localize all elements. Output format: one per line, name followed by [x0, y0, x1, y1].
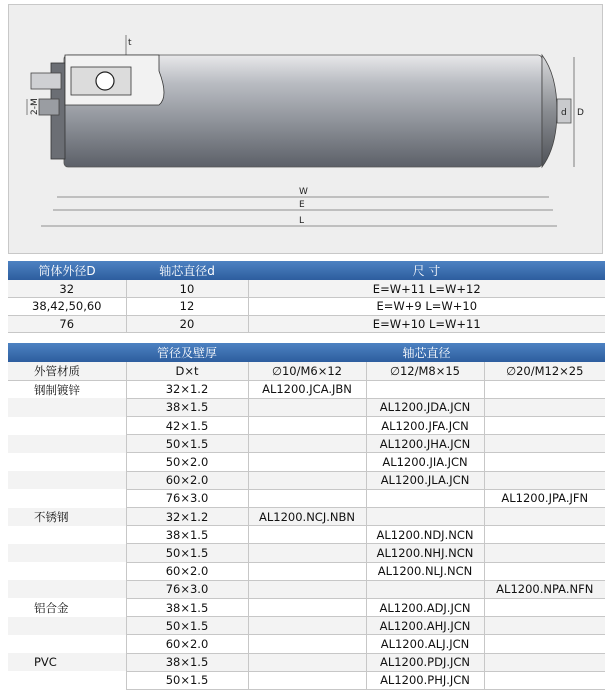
header-shaft-diameter: 轴芯直径: [248, 343, 605, 362]
cell-dt: 60×2.0: [126, 635, 248, 653]
cell-model-12: AL1200.NHJ.NCN: [366, 544, 484, 562]
table-row: [8, 635, 605, 653]
cell-model-10: [248, 471, 366, 489]
cell-model-12: AL1200.JIA.JCN: [366, 453, 484, 471]
cell-model-10: [248, 671, 366, 689]
label-W: W: [299, 187, 308, 197]
cell-size: E=W+10 L=W+11: [248, 315, 605, 333]
table-row: [8, 417, 605, 435]
header-blank: [8, 343, 126, 362]
cell-material: [8, 562, 126, 580]
cell-dt: 76×3.0: [126, 580, 248, 598]
cell-model-20: [484, 453, 605, 471]
cell-dt: 60×2.0: [126, 471, 248, 489]
cell-model-12: [366, 489, 484, 507]
cell-model-10: AL1200.JCA.JBN: [248, 380, 366, 398]
cell-model-20: [484, 635, 605, 653]
cell-dt: 38×1.5: [126, 526, 248, 544]
cell-model-20: [484, 417, 605, 435]
label-d: d: [561, 108, 567, 118]
cell-material: [8, 398, 126, 416]
cell-material: [8, 671, 126, 689]
cell-dt: 50×1.5: [126, 617, 248, 635]
cell-model-20: [484, 471, 605, 489]
table-row: [8, 280, 605, 298]
table-row: [8, 617, 605, 635]
cell-model-12: AL1200.JDA.JCN: [366, 398, 484, 416]
sub-header-10: ∅10/M6×12: [248, 362, 366, 380]
cell-dt: 60×2.0: [126, 562, 248, 580]
cell-model-20: [484, 671, 605, 689]
cell-dt: 76×3.0: [126, 489, 248, 507]
cell-material: [8, 580, 126, 598]
sub-header-20: ∅20/M12×25: [484, 362, 605, 380]
cell-model-12: AL1200.AHJ.JCN: [366, 617, 484, 635]
cell-model-12: [366, 508, 484, 526]
cell-model-12: AL1200.JHA.JCN: [366, 435, 484, 453]
cell-model-12: [366, 380, 484, 398]
cell-dt: 38×1.5: [126, 398, 248, 416]
label-L: L: [299, 216, 305, 226]
sub-header-row: [8, 362, 605, 380]
table-row: [8, 671, 605, 689]
cell-model-12: AL1200.ALJ.JCN: [366, 635, 484, 653]
cell-model-10: [248, 435, 366, 453]
cell-d: 12: [126, 298, 248, 316]
cell-model-20: AL1200.NPA.NFN: [484, 580, 605, 598]
header-tube-spec: 管径及壁厚: [126, 343, 248, 362]
size-table: [8, 261, 605, 333]
cell-material: [8, 544, 126, 562]
cell-dt: 38×1.5: [126, 653, 248, 671]
cell-model-10: [248, 635, 366, 653]
sub-header-material: 外管材质: [8, 362, 126, 380]
cell-material: [8, 526, 126, 544]
label-D: D: [577, 108, 584, 118]
cell-d: 20: [126, 315, 248, 333]
cell-model-20: [484, 526, 605, 544]
table-row: [8, 653, 605, 671]
label-2m: 2-M: [30, 98, 40, 115]
cell-model-10: [248, 562, 366, 580]
header-tube-diameter: 筒体外径D: [8, 261, 126, 280]
cell-D: 32: [8, 280, 126, 298]
label-t: t: [128, 38, 132, 48]
table-row: [8, 453, 605, 471]
table-row: [8, 398, 605, 416]
cell-d: 10: [126, 280, 248, 298]
roller-diagram: [8, 4, 603, 254]
cell-model-10: [248, 580, 366, 598]
cell-material: [8, 635, 126, 653]
cell-model-12: AL1200.ADJ.JCN: [366, 598, 484, 616]
cell-model-10: [248, 489, 366, 507]
cell-dt: 50×1.5: [126, 435, 248, 453]
table-row: [8, 508, 605, 526]
cell-material: [8, 617, 126, 635]
cell-dt: 38×1.5: [126, 598, 248, 616]
cell-model-10: [248, 617, 366, 635]
cell-dt: 50×2.0: [126, 453, 248, 471]
label-E: E: [299, 200, 305, 210]
cell-material: [8, 453, 126, 471]
cell-material: 铝合金: [8, 598, 126, 616]
left-shaft: [31, 73, 61, 89]
table-row: [8, 315, 605, 333]
roller-drawing: [9, 5, 604, 255]
bearing-ball: [96, 72, 114, 90]
cell-model-20: [484, 508, 605, 526]
cell-dt: 32×1.2: [126, 508, 248, 526]
cell-model-10: [248, 398, 366, 416]
cell-model-20: [484, 653, 605, 671]
cell-model-20: [484, 380, 605, 398]
cell-model-10: [248, 453, 366, 471]
cell-model-20: [484, 544, 605, 562]
cell-dt: 50×1.5: [126, 671, 248, 689]
table-row: [8, 598, 605, 616]
cell-model-20: [484, 617, 605, 635]
cell-D: 38,42,50,60: [8, 298, 126, 316]
table-row: [8, 526, 605, 544]
cell-model-10: AL1200.NCJ.NBN: [248, 508, 366, 526]
cell-material: PVC: [8, 653, 126, 671]
table-row: [8, 298, 605, 316]
sub-header-12: ∅12/M8×15: [366, 362, 484, 380]
cell-material: 钢制镀锌: [8, 380, 126, 398]
cell-model-20: [484, 562, 605, 580]
cell-dt: 50×1.5: [126, 544, 248, 562]
cell-dt: 42×1.5: [126, 417, 248, 435]
table-row: [8, 380, 605, 398]
sub-header-dt: D×t: [126, 362, 248, 380]
cell-model-10: [248, 526, 366, 544]
shaft-groove: [39, 99, 59, 115]
table-row: [8, 471, 605, 489]
cell-material: [8, 489, 126, 507]
cell-model-12: AL1200.JFA.JCN: [366, 417, 484, 435]
cell-material: [8, 435, 126, 453]
table-row: [8, 489, 605, 507]
cell-model-12: AL1200.PDJ.JCN: [366, 653, 484, 671]
cell-model-10: [248, 417, 366, 435]
cell-size: E=W+9 L=W+10: [248, 298, 605, 316]
cell-model-10: [248, 544, 366, 562]
header-shaft-diameter: 轴芯直径d: [126, 261, 248, 280]
cell-size: E=W+11 L=W+12: [248, 280, 605, 298]
cell-material: [8, 471, 126, 489]
table-row: [8, 544, 605, 562]
cell-model-12: [366, 580, 484, 598]
cell-model-10: [248, 598, 366, 616]
cell-model-20: [484, 398, 605, 416]
cell-D: 76: [8, 315, 126, 333]
cell-model-12: AL1200.JLA.JCN: [366, 471, 484, 489]
cell-dt: 32×1.2: [126, 380, 248, 398]
cell-model-20: [484, 598, 605, 616]
header-size: 尺 寸: [248, 261, 605, 280]
cell-material: [8, 417, 126, 435]
cell-model-12: AL1200.NDJ.NCN: [366, 526, 484, 544]
cell-model-10: [248, 653, 366, 671]
model-table: [8, 343, 605, 690]
cell-material: 不锈钢: [8, 508, 126, 526]
table-row: [8, 435, 605, 453]
cell-model-12: AL1200.NLJ.NCN: [366, 562, 484, 580]
cell-model-12: AL1200.PHJ.JCN: [366, 671, 484, 689]
table-row: [8, 580, 605, 598]
table-row: [8, 562, 605, 580]
cell-model-20: AL1200.JPA.JFN: [484, 489, 605, 507]
right-end-cap: [542, 55, 557, 167]
cell-model-20: [484, 435, 605, 453]
